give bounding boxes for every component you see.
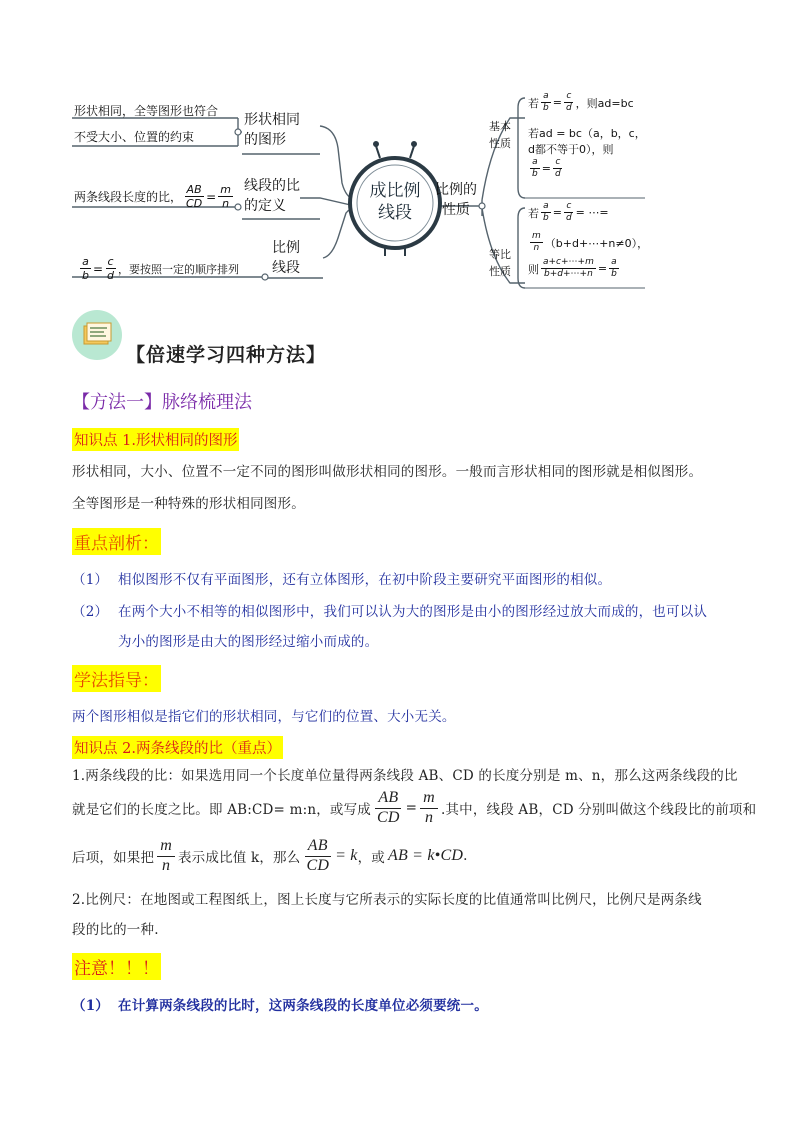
focus-title: 重点剖析： bbox=[72, 528, 161, 555]
proportion-desc: $\frac{a}{b}$ = $\frac{c}{d}$ ，要按照一定的顺序排列 bbox=[82, 255, 240, 282]
kp2-line-2: 就是它们的长度之比。即 AB:CD= m:n，或写成 $\frac{AB}{CD}$ = $\frac{m}{n}$ .其中，线段 AB，CD 分别叫做这个线段比的前项和 bbox=[72, 789, 757, 826]
kp1-paragraph-2: 全等图形是一种特殊的形状相同图形。 bbox=[72, 496, 305, 512]
focus-item-2: （2） 在两个大小不相等的相似图形中，我们可以认为大的图形是由小的图形经过放大而成的，也可以认 bbox=[72, 604, 708, 620]
equal-rule-3: 则 $\frac{a+c+\cdots+m}{b+d+\cdots+n}$ = $\frac{a}{b}$ bbox=[528, 257, 617, 279]
note-title: 注意！！！ bbox=[72, 953, 161, 980]
kp2-line-3: 后项，如果把 $\frac{m}{n}$ 表示成比值 k，那么 $\frac{AB}{CD}$ = k ，或 AB = k•CD . bbox=[72, 837, 468, 874]
kp1-paragraph-1: 形状相同，大小、位置不一定不同的图形叫做形状相同的图形。一般而言形状相同的图形就是相似图形。 bbox=[72, 464, 703, 480]
kp2-line-1: 1.两条线段的比：如果选用同一个长度单位量得两条线段 AB、CD 的长度分别是 m、n，那么这两条线段的比 bbox=[72, 768, 738, 784]
focus-item-2-cont: 为小的图形是由大的图形经过缩小而成的。 bbox=[118, 634, 379, 650]
equal-rule-1: 若 $\frac{a}{b}$ = $\frac{c}{d}$ = ⋯= bbox=[528, 201, 609, 223]
kp2-line-4: 2.比例尺：在地图或工程图纸上，图上长度与它所表示的实际长度的比值通常叫比例尺，比例尺是两条线 bbox=[72, 892, 702, 908]
kp2-title: 知识点 2.两条线段的比（重点） bbox=[72, 736, 283, 759]
focus-item-1: （1） 相似图形不仅有平面图形，还有立体图形，在初中阶段主要研究平面图形的相似。 bbox=[72, 572, 612, 588]
center-node: 成比例 线段 bbox=[369, 181, 421, 223]
equal-ratio-label: 等比 性质 bbox=[489, 248, 511, 278]
equal-rule-2: $\frac{m}{n}$ （b+d+⋯+n≠0）， bbox=[532, 231, 649, 253]
guide-text: 两个图形相似是指它们的形状相同，与它们的位置、大小无关。 bbox=[72, 709, 456, 725]
kp1-title: 知识点 1.形状相同的图形 bbox=[72, 428, 239, 451]
basic-property-label: 基本 性质 bbox=[489, 120, 511, 150]
branch-property-title: 比例的 性质 bbox=[435, 182, 477, 218]
document-icon bbox=[72, 310, 122, 360]
branch-shape-title: 形状相同 的图形 bbox=[244, 112, 300, 148]
kp2-line-5: 段的比的一种. bbox=[72, 922, 159, 938]
note-item-1: （1） 在计算两条线段的比时，这两条线段的长度单位必须要统一。 bbox=[72, 998, 488, 1014]
branch-proportion-title: 比例 线段 bbox=[272, 240, 300, 276]
page-heading: 【倍速学习四种方法】 bbox=[126, 344, 327, 366]
method-one-title: 【方法一】脉络梳理法 bbox=[72, 392, 252, 413]
shape-desc-1: 形状相同，全等图形也符合 bbox=[74, 104, 219, 118]
mind-map bbox=[70, 88, 650, 293]
shape-desc-2: 不受大小、位置的约束 bbox=[74, 130, 195, 144]
basic-rule-1: 若 $\frac{a}{b}$ = $\frac{c}{d}$ ，则ad=bc bbox=[528, 91, 634, 113]
ratio-def-desc: 两条线段长度的比， $\frac{AB}{CD}$ = $\frac{m}{n}$ bbox=[74, 183, 231, 210]
guide-title: 学法指导： bbox=[72, 665, 161, 692]
basic-rule-2: 若ad = bc（a，b，c， d都不等于0），则 $\frac{a}{b}$ = $\frac{c}{d}$ bbox=[528, 127, 646, 179]
branch-ratio-def-title: 线段的比 的定义 bbox=[244, 178, 300, 214]
